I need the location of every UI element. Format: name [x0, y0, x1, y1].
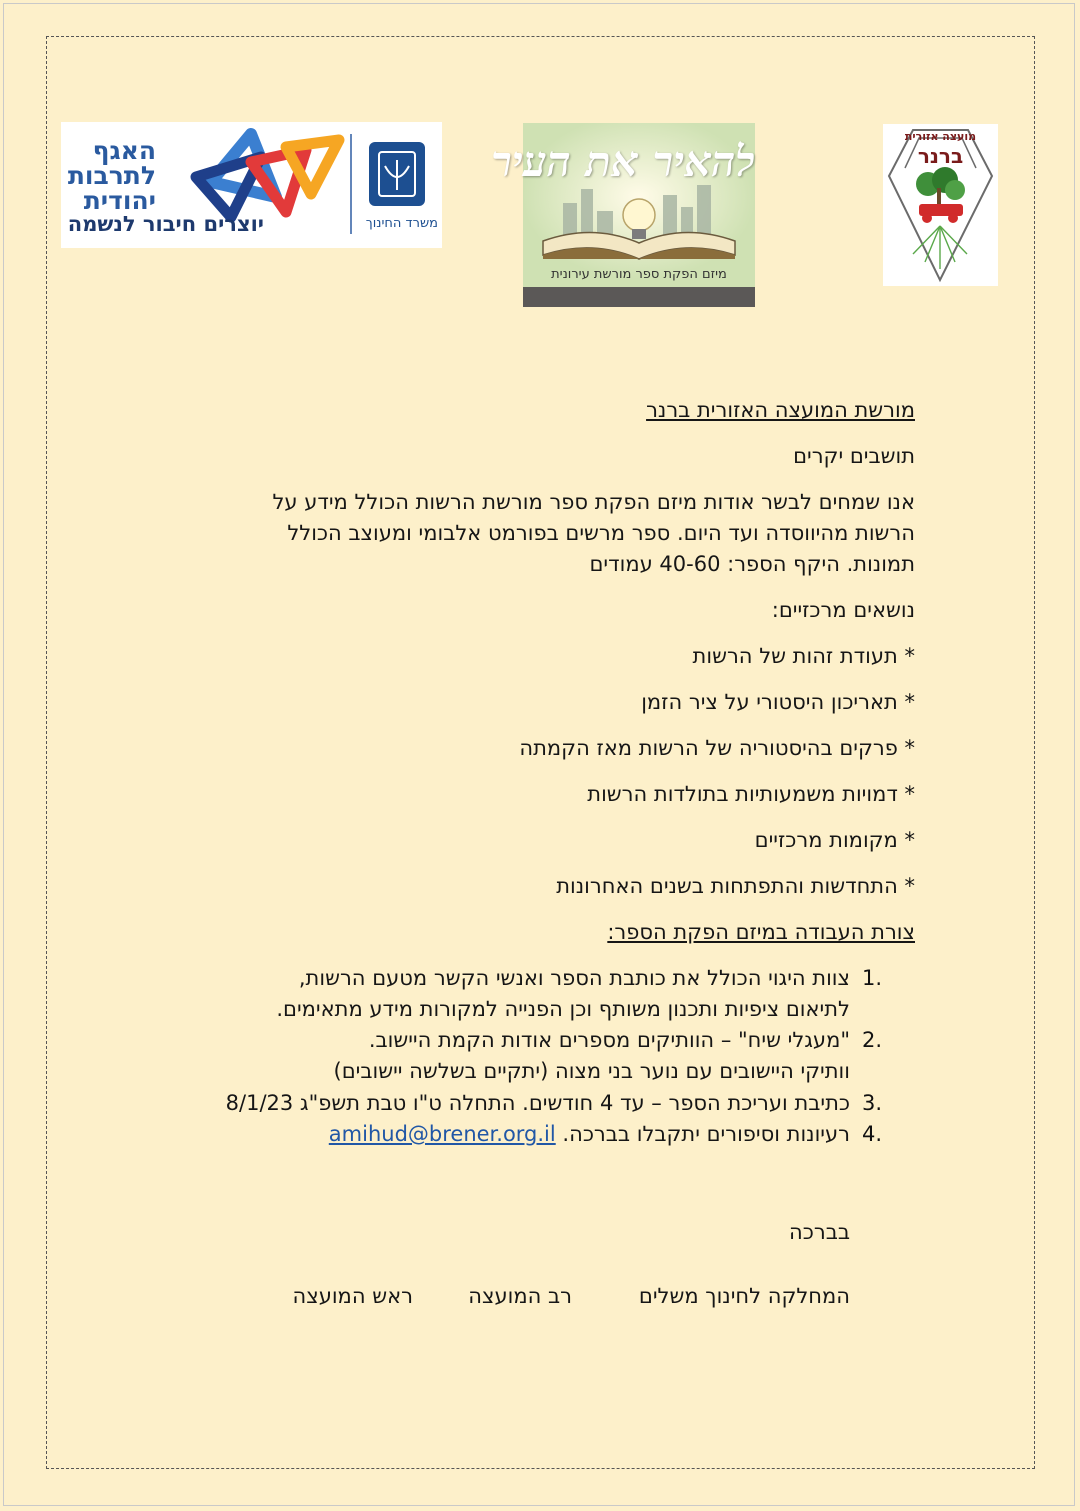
step-number: 1.	[862, 966, 883, 990]
culture-department-logo	[61, 122, 442, 248]
culture-logo-line3: יהודית	[83, 186, 156, 215]
closing: בברכה	[789, 1220, 850, 1244]
topics-heading: נושאים מרכזיים:	[771, 598, 915, 622]
method-heading: צורת העבודה במיזם הפקת הספר:	[607, 920, 915, 944]
step-3-line-1: כתיבת ועריכת הספר – עד 4 חודשים. התחלה ט"ו טבת תשפ"ג 8/1/23	[225, 1091, 850, 1115]
step-1-line-1: צוות היגוי הכולל את כותבת הספר ואנשי הקשר מטעם הרשות,	[298, 966, 850, 990]
book-project-logo	[491, 123, 755, 307]
signature-rabbi: רב המועצה	[468, 1284, 572, 1308]
council-logo-line2: ברנר	[917, 144, 964, 168]
topic-item: * התחדשות והתפתחות בשנים האחרונות	[556, 874, 915, 898]
step-1-line-2: לתיאום ציפיות ותכנון משותף וכן הפנייה למקורות מידע מתאימים.	[276, 997, 850, 1021]
culture-logo-line1: האגף	[92, 136, 156, 165]
greeting: תושבים יקרים	[793, 444, 915, 468]
step-number: 2.	[862, 1028, 883, 1052]
signature-education: המחלקה לחינוך משלים	[638, 1284, 850, 1308]
signature-head: ראש המועצה	[292, 1284, 413, 1308]
book-project-caption: מיזם הפקת ספר מורשת עירונית	[551, 267, 727, 282]
intro-line-1: אנו שמחים לבשר אודות מיזם הפקת ספר מורשת הרשות הכולל מידע על	[272, 490, 915, 514]
topic-item: * תאריכון היסטורי על ציר הזמן	[641, 690, 915, 714]
topic-item: * דמויות משמעותיות בתולדות הרשות	[587, 782, 915, 806]
ministry-label: משרד החינוך	[365, 216, 438, 231]
email-link[interactable]: amihud@brener.org.il	[328, 1122, 556, 1146]
topic-item: * תעודת זהות של הרשות	[692, 644, 915, 668]
brenner-council-logo	[883, 124, 998, 286]
culture-logo-slogan: יוצרים חיבור לנשמה	[67, 212, 264, 236]
step-2-line-2: וותיקי היישובים עם נוער בני מצוה (יתקיים בשלשה יישובים)	[333, 1059, 850, 1083]
council-logo-line1: מועצה אזורית	[904, 130, 977, 143]
topic-item: * מקומות מרכזיים	[754, 828, 915, 852]
step-2-line-1: "מעגלי שיח" – הוותיקים מספרים אודות הקמת היישוב.	[368, 1028, 850, 1052]
culture-logo-line2: לתרבות	[67, 161, 156, 190]
step-number: 3.	[862, 1091, 883, 1115]
step-number: 4.	[862, 1122, 883, 1146]
topic-item: * פרקים בהיסטוריה של הרשות מאז הקמתה	[519, 736, 915, 760]
step-4-text: רעיונות וסיפורים יתקבלו בברכה.	[562, 1122, 850, 1146]
intro-line-3: תמונות. היקף הספר: 40-60 עמודים	[589, 552, 915, 576]
intro-line-2: הרשות מהיווסדה ועד היום. ספר מרשים בפורמט אלבומי ומעוצב הכולל	[287, 521, 915, 545]
book-project-title: להאיר את העיר	[491, 137, 755, 186]
document-heading: מורשת המועצה האזורית ברנר	[646, 398, 915, 422]
step-4-line	[329, 1119, 850, 1150]
